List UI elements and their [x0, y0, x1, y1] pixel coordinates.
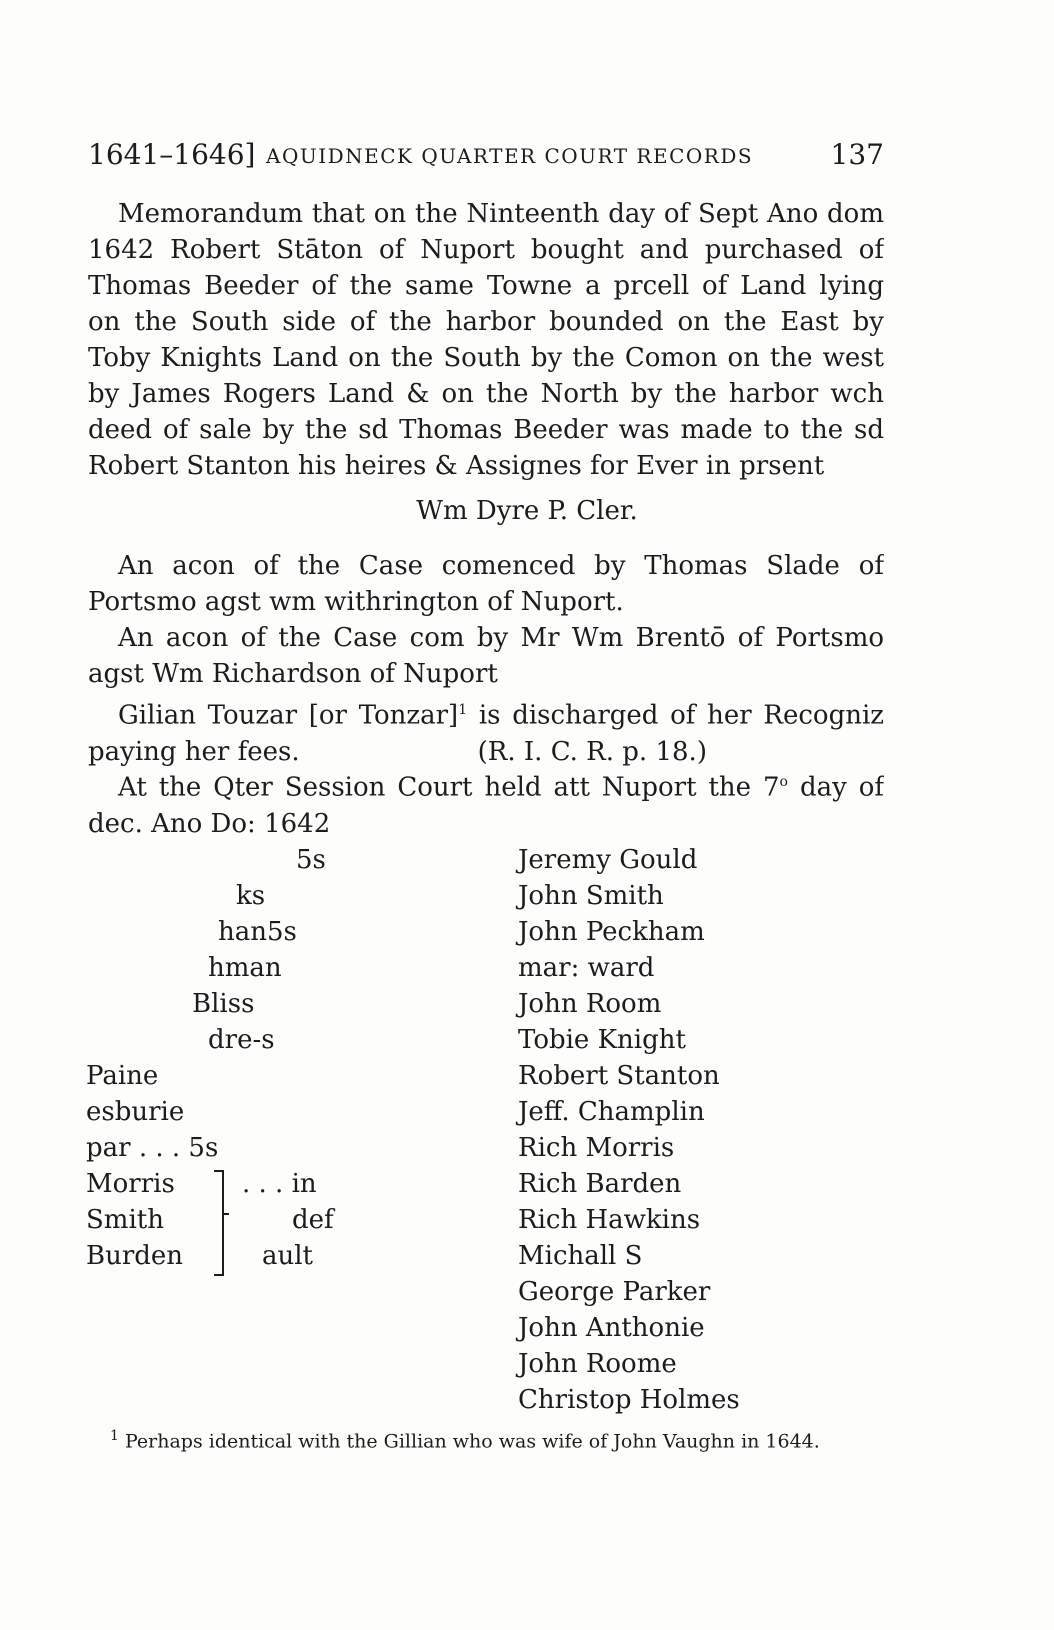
bracket [210, 1170, 224, 1276]
memorandum-line: Memorandum that on the Ninteenth day of Sept Ano dom [118, 199, 884, 229]
action-line: An acon of the Case comenced by Thomas Slade of [118, 551, 884, 581]
memorandum-paragraph [88, 196, 884, 484]
jury-name: Rich Morris [518, 1133, 675, 1163]
footnote-ref: 1 [458, 702, 468, 718]
page-number: 137 [830, 138, 884, 171]
left-column-entry: ks [236, 881, 266, 911]
jury-list [518, 842, 740, 1418]
left-column-entry: dre-s [208, 1025, 275, 1055]
gilian-line [88, 692, 884, 734]
jury-name: Jeremy Gould [518, 845, 698, 875]
left-column-entry: Paine [86, 1061, 159, 1091]
memorandum-line: Robert Stanton his heires & Assignes for Ever in prsent [88, 451, 825, 481]
left-column-entry: han5s [218, 917, 297, 947]
citation: (R. I. C. R. p. 18.) [477, 736, 707, 767]
left-column-entry: esburie [86, 1097, 185, 1127]
left-column-entry: hman [208, 953, 282, 983]
gilian-fees: paying her fees. [88, 736, 300, 767]
jury-name: Rich Barden [518, 1169, 682, 1199]
memorandum-line: by James Rogers Land & on the North by the harbor wch [88, 379, 884, 409]
session-text: day of [799, 772, 884, 803]
jury-name: mar: ward [518, 953, 655, 983]
jury-name: Rich Hawkins [518, 1205, 701, 1235]
session-text: At the Qter Session Court held att Nuport the 7 [118, 772, 780, 803]
clerk-signature: Wm Dyre P. Cler. [416, 496, 638, 526]
jury-name: John Room [518, 989, 662, 1019]
action-line: agst Wm Richardson of Nuport [88, 659, 498, 689]
jury-name: John Roome [518, 1349, 677, 1379]
left-column-entry: par . . . 5s [86, 1133, 219, 1163]
memorandum-line: on the South side of the harbor bounded on the East by [88, 307, 884, 337]
jury-name: Tobie Knight [518, 1025, 686, 1055]
default-note: ault [262, 1241, 314, 1271]
jury-name: Michall S [518, 1241, 643, 1271]
session-line: dec. Ano Do: 1642 [88, 808, 331, 839]
jury-name: John Anthonie [518, 1313, 705, 1343]
action-brenton-paragraph [88, 620, 884, 692]
ordinal-mark: o [779, 774, 788, 790]
memorandum-line: 1642 Robert Stāton of Nuport bought and purchased of [88, 235, 884, 265]
header-date-range: 1641–1646] [88, 138, 256, 171]
session-paragraph [88, 764, 884, 842]
jury-name: Christop Holmes [518, 1385, 740, 1415]
action-line: An acon of the Case com by Mr Wm Brentō of Portsmo [118, 623, 884, 653]
jury-name: Jeff. Champlin [518, 1097, 705, 1127]
jury-name: George Parker [518, 1277, 711, 1307]
left-column-entry: Morris [86, 1169, 175, 1199]
jury-name: Robert Stanton [518, 1061, 720, 1091]
gilian-name: Gilian Touzar [or Tonzar] [118, 700, 459, 731]
left-column-entry: Smith [86, 1205, 164, 1235]
left-column-entry: 5s [296, 845, 326, 875]
session-line [88, 764, 884, 806]
action-line: Portsmo agst wm withrington of Nuport. [88, 587, 624, 617]
header-title: AQUIDNECK QUARTER COURT RECORDS [266, 144, 754, 168]
jury-name: John Peckham [518, 917, 705, 947]
memorandum-line: Thomas Beeder of the same Towne a prcell of Land lying [88, 271, 884, 301]
memorandum-line: deed of sale by the sd Thomas Beeder was made to the sd [88, 415, 884, 445]
running-header [88, 138, 884, 178]
footnote-mark: 1 [110, 1428, 119, 1444]
left-column-entry: Bliss [192, 989, 255, 1019]
gilian-text: is discharged of her Recogniz [478, 700, 884, 731]
default-note: def [292, 1205, 334, 1235]
jury-name: John Smith [518, 881, 664, 911]
gilian-paragraph [88, 692, 884, 770]
action-slade-paragraph [88, 548, 884, 620]
footnote-text: Perhaps identical with the Gillian who was wife of John Vaughn in 1644. [124, 1430, 820, 1453]
left-column-entry: Burden [86, 1241, 184, 1271]
memorandum-line: Toby Knights Land on the South by the Comon on the west [88, 343, 884, 373]
default-note: . . . in [242, 1169, 317, 1199]
footnote [110, 1428, 820, 1452]
bracket-tip [222, 1213, 229, 1215]
